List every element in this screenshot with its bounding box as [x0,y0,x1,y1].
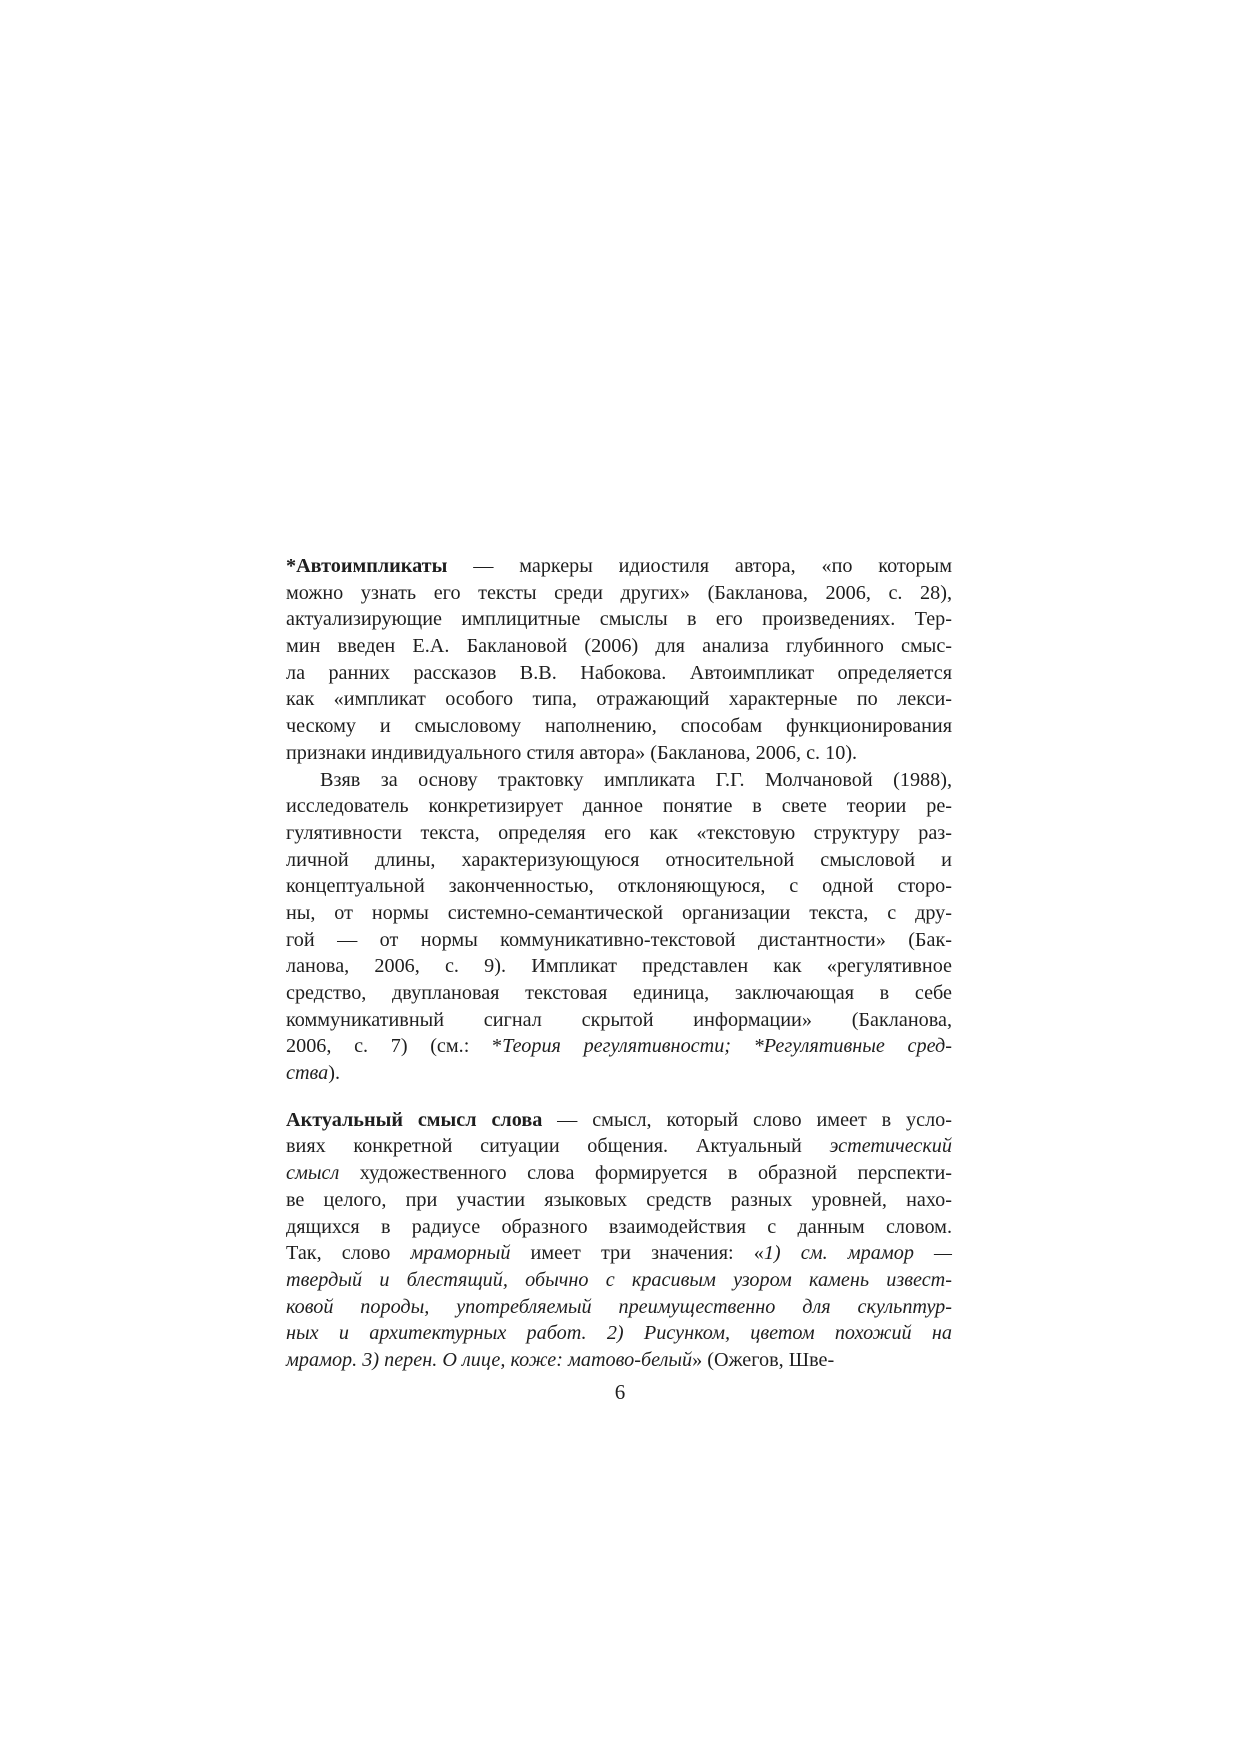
text-segment: Так, слово [286,1242,411,1265]
italic-segment: мрамор. 3) перен. О лице, коже: матово-белый [286,1348,693,1371]
text-segment: ческому и смысловому наполнению, способам функционирования [286,715,952,738]
italic-segment: ства [286,1062,329,1085]
text-segment: виях конкретной ситуации общения. Актуальный [286,1135,830,1158]
text-line [286,820,952,847]
text-line [286,580,952,607]
text-line [286,1033,952,1060]
text-line [286,740,952,767]
text-line [286,927,952,954]
text-line [286,713,952,740]
text-segment: ланова, 2006, с. 9). Импликат представлен как «регулятивное [286,955,952,978]
text-segment: концептуальной законченностью, отклоняющуюся, с одной сторо- [286,875,952,898]
entry-gap [286,1087,952,1107]
text-segment: ве целого, при участии языковых средств разных уровней, нахо- [286,1188,952,1211]
italic-segment: эстетический [829,1135,952,1158]
text-segment: дящихся в радиусе образного взаимодействия с данным словом. [286,1215,952,1238]
text-line [286,873,952,900]
paragraph [286,767,952,1087]
text-segment: признаки индивидуального стиля автора» (Бакланова, 2006, с. 10). [286,741,858,764]
text-segment: личной длины, характеризующуюся относительной смысловой и [286,848,952,871]
text-segment: гой — от нормы коммуникативно-текстовой дистантности» (Бак- [286,928,952,951]
italic-segment: мраморный [410,1242,511,1265]
dictionary-entry [286,553,952,1087]
text-segment: актуализирующие имплицитные смыслы в его произведениях. Тер- [286,608,952,631]
paragraph [286,1107,952,1374]
italic-segment: 1) см. мрамор — [763,1242,952,1265]
text-segment: ны, от нормы системно-семантической организации текста, с дру- [286,901,952,924]
text-line [286,1187,952,1214]
text-line [286,1133,952,1160]
text-line [286,980,952,1007]
text-line [286,1060,952,1087]
page-number: 6 [614,1380,626,1404]
text-segment: ла ранних рассказов В.В. Набокова. Автоимпликат определяется [286,661,952,684]
paragraph [286,553,952,767]
italic-segment: ковой породы, употребляемый преимущественно для скульптур- [286,1295,952,1318]
text-line [286,606,952,633]
text-line [286,686,952,713]
text-segment: гулятивности текста, определяя его как «текстовую структуру раз- [286,821,952,844]
text-segment: ). [328,1062,341,1085]
text-line [286,660,952,687]
text-line [286,847,952,874]
text-segment: можно узнать его тексты среди других» (Бакланова, 2006, с. 28), [286,581,952,604]
text-segment: » (Ожегов, Шве- [692,1348,835,1371]
text-segment: коммуникативный сигнал скрытой информации» (Бакланова, [286,1008,952,1031]
text-line [286,1007,952,1034]
page-text [286,553,952,1374]
text-line [286,553,952,580]
italic-segment: ных и архитектурных работ. 2) Рисунком, цветом похожий на [286,1322,952,1345]
text-line [286,793,952,820]
text-segment: — смысл, который слово имеет в усло- [542,1108,952,1131]
text-segment: 2006, с. 7) (см.: * [286,1035,503,1058]
text-line [286,633,952,660]
text-segment: средство, двуплановая текстовая единица, заключающая в себе [286,982,952,1004]
text-line [286,1240,952,1267]
entry-term: *Автоимпликаты [286,555,448,577]
text-line [286,1294,952,1321]
text-segment: Взяв за основу трактовку импликата Г.Г. Молчановой (1988), [320,768,952,791]
dictionary-entry [286,1107,952,1374]
text-segment: художественного слова формируется в образной перспекти- [339,1162,952,1185]
text-line [286,1107,952,1134]
italic-segment: Теория регулятивности; *Регулятивные сред- [502,1035,952,1058]
text-line [286,900,952,927]
text-line [286,1214,952,1241]
text-line [286,1320,952,1347]
text-segment: имеет три значения: « [510,1242,764,1265]
entry-term: Актуальный смысл слова [286,1108,543,1131]
text-segment: исследователь конкретизирует данное понятие в свете теории ре- [286,795,952,818]
text-line [286,1160,952,1187]
italic-segment: твердый и блестящий, обычно с красивым узором камень извест- [286,1268,952,1291]
italic-segment: смысл [286,1162,340,1185]
text-line [286,953,952,980]
text-line [286,767,952,794]
text-line [286,1267,952,1294]
text-segment: как «импликат особого типа, отражающий характерные по лекси- [286,688,952,711]
text-segment: мин введен Е.А. Баклановой (2006) для анализа глубинного смыс- [286,635,952,658]
text-segment: — маркеры идиостиля автора, «по которым [447,555,952,577]
text-line [286,1347,952,1374]
